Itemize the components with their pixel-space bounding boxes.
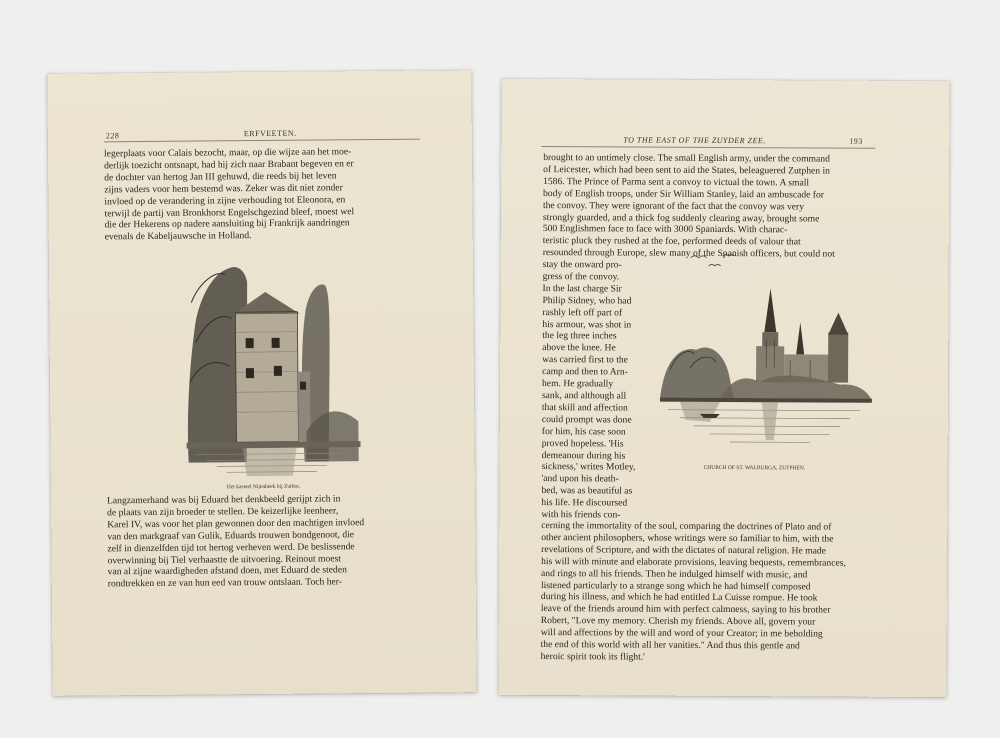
church-illustration (660, 250, 873, 461)
church-caption: CHURCH OF ST. WALBURGA, ZUTPHEN. (703, 464, 806, 472)
text-line: the end of this world with all her vanities." And thus this gentle and (540, 639, 800, 652)
text-line: terwijl de partij van Bronkhorst Engelschgezind bleef, moest wel (104, 205, 355, 219)
text-line: his armour, was shot in (542, 318, 632, 331)
text-line: cerning the immortality of the soul, comparing the doctrines of Plato and of (541, 520, 832, 533)
text-line: body of English troops, under Sir William Stanley, laid an ambuscade for (542, 187, 825, 201)
text-line: proved hopeless. 'His (541, 437, 624, 450)
text-line: the convoy. They were ignorant of the fact that the convoy was very (542, 199, 805, 213)
text-line: heroic spirit took its flight.' (540, 651, 645, 663)
right-bottom-paragraph (541, 520, 876, 665)
left-paragraph-1 (104, 146, 423, 244)
text-line: brought to an untimely close. The small English army, under the command (543, 152, 830, 165)
text-line: hem. He gradually (541, 378, 614, 390)
left-book-page (47, 70, 476, 696)
text-line: Philip Sidney, who had (542, 294, 632, 307)
text-line: revelations of Scripture, and with the dictates of natural religion. He made (541, 543, 826, 557)
text-line: that skill and affection (541, 401, 628, 414)
text-line: bed, was as beautiful as (541, 485, 633, 497)
text-line: listened particularly to a strange song which he had himself composed (540, 579, 811, 592)
left-paragraph-2 (107, 493, 426, 591)
text-line: will and affections by the will and word of your Creator; in me beholding (540, 627, 823, 640)
right-top-paragraph (543, 152, 878, 261)
right-page-number: 193 (849, 136, 863, 146)
castle-caption: Het kasteel Nijenbeek bij Zutfen. (226, 483, 301, 491)
text-line: resounded through Europe, slew many of the Spanish officers, but could not (542, 247, 835, 260)
text-line: evenals de Kabeljauwsche in Holland. (104, 230, 252, 243)
right-book-page (498, 79, 949, 697)
text-line: and rings to all his friends. Then he indulged himself with music, and (540, 567, 808, 581)
text-line: sickness,' writes Motley, (541, 461, 636, 473)
text-line: 'and upon his death- (541, 473, 619, 485)
right-column-paragraph (541, 259, 658, 522)
text-line: camp and then to Arn- (542, 366, 628, 378)
text-line: In the last charge Sir (542, 282, 622, 295)
text-line: Langzamerhand was bij Eduard het denkbeeld gerijpt zich in (106, 493, 341, 507)
text-line: the leg three inches (542, 330, 617, 342)
left-running-head: ERFVEETEN. (243, 128, 297, 139)
text-line: above the knee. He (542, 342, 616, 354)
text-line: van al zijne waardigheden afstand doen, met Eduard de steden (107, 564, 347, 578)
text-line: his life. He discoursed (541, 497, 628, 509)
text-line: leave of the friends around him with perfect calmness, saying to his brother (540, 603, 831, 616)
text-line: van den markgraaf van Gulik, Eduards trouwen bondgenoot, die (107, 528, 355, 543)
right-running-head: TO THE EAST OF THE ZUYDER ZEE. (623, 135, 766, 146)
text-line: with his friends con- (541, 509, 621, 521)
right-header-rule (541, 146, 875, 149)
text-line: 500 Englishmen face to face with 3000 Spaniards. With charac- (542, 223, 788, 236)
text-line: strongly guarded, and a thick fog suddenly clearing away, brought some (542, 211, 820, 225)
text-line: for him, his case soon (541, 425, 626, 438)
text-line: could prompt was done (541, 413, 632, 426)
text-line: gress of the convoy. (542, 270, 620, 283)
text-line: was carried first to the (542, 354, 628, 366)
text-line: de dochter van hertog Jan III gehuwd, die reeds bij het leven (104, 170, 337, 184)
text-line: his will with minute and elaborate provisions, leaving bequests, remembrances, (541, 555, 846, 569)
left-page-number: 228 (105, 131, 120, 141)
text-line: stay the onward pro- (542, 259, 622, 271)
text-line: Robert, "Love my memory. Cherish my friends. Above all, govern your (540, 615, 816, 628)
text-line: die der Hekerens op nadere aansluiting bij Frankrijk aandringen (104, 217, 350, 231)
text-line: overwinning bij Tiel verhaastte de uitvoering. Reinout moest (107, 552, 342, 566)
text-line: sank, and although all (541, 390, 627, 402)
text-line: Karel IV, was voor het plan gewonnen door den machtigen invloed (107, 516, 365, 531)
text-line: during his illness, and which he had entitled La Cuisse rompue. He took (540, 591, 818, 604)
text-line: 1586. The Prince of Parma sent a convoy to victual the town. A small (543, 175, 810, 189)
text-line: other ancient philosophers, whose writings were so familiar to him, with the (541, 531, 834, 545)
text-line: zelf in dienzelfden tijd tot hertog verheven werd. De beslissende (107, 540, 355, 554)
text-line: rondtrekken en ze van hun eed van trouw ontslaan. Toch her- (107, 576, 342, 590)
left-header-rule (104, 139, 420, 143)
text-line: teristic pluck they rushed at the foe, performed deeds of valour that (542, 235, 801, 248)
text-line: demeanour during his (541, 449, 626, 461)
text-line: derlijk toezicht ontsnapt, had hij zich naar Brabant begeven en er (104, 158, 354, 172)
text-line: zijns vaders voor hem bestemd was. Zeker was dit niet zonder (104, 182, 343, 196)
text-line: rashly left off part of (542, 306, 623, 319)
text-line: of Leicester, which had been sent to aid the States, beleaguered Zutphen in (543, 163, 830, 177)
text-line: invloed op de verandering in zijne verhouding tot Eleonora, en (104, 193, 346, 207)
castle-illustration (185, 261, 361, 481)
text-line: legerplaats voor Calais bezocht, maar, op die wijze aan het moe- (103, 146, 352, 160)
text-line: de plaats van zijn broeder te stellen. De keizerlijke leenheer, (107, 505, 339, 519)
